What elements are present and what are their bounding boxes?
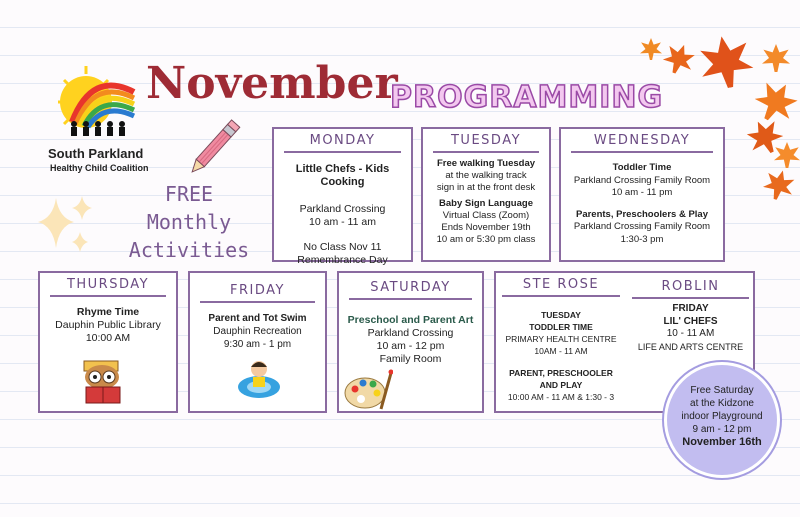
tuesday-card xyxy=(421,127,551,262)
paint-palette-icon xyxy=(343,369,393,416)
program-day: FRIDAY xyxy=(672,303,709,314)
kidzone-line: at the Kidzone xyxy=(690,398,754,409)
leaf-icon xyxy=(696,32,756,92)
page-title: November xyxy=(146,58,398,109)
rainbow-logo xyxy=(52,62,136,142)
program-time: 10 am - 11 pm xyxy=(611,187,673,198)
program-detail: 10 am or 5:30 pm class xyxy=(436,234,536,245)
program-location: Dauphin Public Library xyxy=(55,319,161,331)
free-activities-text: FREE Monthly Activities xyxy=(128,182,250,262)
page-subtitle: PROGRAMMING xyxy=(390,80,664,115)
program-time: 1:30-3 pm xyxy=(620,233,664,245)
program-time: 10 am - 11 am xyxy=(309,216,376,228)
program-detail: sign in at the front desk xyxy=(436,182,536,193)
program-title: Little Chefs - Kids Cooking xyxy=(295,163,390,188)
day-header: MONDAY xyxy=(309,133,376,148)
day-header: THURSDAY xyxy=(66,277,150,292)
program-note: No Class Nov 11 xyxy=(303,241,382,253)
program-time: 9:30 am - 1 pm xyxy=(223,339,292,350)
program-time: 10AM - 11 AM xyxy=(534,346,588,356)
program-title: LIL' CHEFS xyxy=(663,315,718,327)
location-header-ste-rose: STE ROSE xyxy=(522,277,600,292)
program-title: PARENT, PRESCHOOLER xyxy=(509,368,613,378)
kidzone-line: indoor Playground xyxy=(681,411,763,422)
program-detail: Virtual Class (Zoom) xyxy=(442,210,530,221)
org-name: South Parkland xyxy=(48,146,144,161)
program-location: Parkland Crossing xyxy=(367,327,454,339)
leaf-icon xyxy=(749,75,800,130)
divider xyxy=(632,297,749,299)
program-title: Parent and Tot Swim xyxy=(208,313,307,324)
program-location: Parkland Crossing Family Room xyxy=(573,174,711,186)
saturday-card xyxy=(337,271,484,413)
reading-owl-icon xyxy=(80,353,128,412)
sparkle-icon xyxy=(36,192,106,263)
kidzone-badge xyxy=(664,362,780,478)
thursday-card xyxy=(38,271,178,413)
day-header: SATURDAY xyxy=(370,280,451,295)
location-header-roblin: ROBLIN xyxy=(661,279,720,294)
program-title: Rhyme Time xyxy=(76,306,140,318)
program-title: Baby Sign Language xyxy=(439,198,533,209)
leaf-icon xyxy=(774,142,800,168)
program-time: 10 am - 12 pm xyxy=(376,340,445,352)
friday-card xyxy=(188,271,327,413)
kidzone-time: 9 am - 12 pm xyxy=(692,424,752,435)
program-title: TODDLER TIME xyxy=(529,322,593,332)
program-title: Parents, Preschoolers & Play xyxy=(575,208,708,220)
program-location: Dauphin Recreation xyxy=(213,326,302,337)
program-location: Parkland Crossing xyxy=(299,203,386,215)
divider xyxy=(502,295,620,297)
program-title: Toddler Time xyxy=(612,162,672,173)
program-day: TUESDAY xyxy=(541,310,581,320)
program-detail: Ends November 19th xyxy=(441,222,531,233)
kidzone-line: Free Saturday xyxy=(690,385,754,396)
program-title: AND PLAY xyxy=(539,380,583,390)
program-location: PRIMARY HEALTH CENTRE xyxy=(505,334,617,344)
kidzone-date: November 16th xyxy=(682,436,762,448)
leaf-icon xyxy=(660,40,698,78)
leaf-icon xyxy=(640,38,662,60)
program-location: Parkland Crossing Family Room xyxy=(573,221,711,232)
program-title: Free walking Tuesday xyxy=(436,158,536,169)
program-detail: at the walking track xyxy=(445,170,527,181)
pencil-icon xyxy=(186,112,250,181)
day-header: FRIDAY xyxy=(230,283,285,298)
program-title: Preschool and Parent Art xyxy=(347,314,474,326)
program-note: Remembrance Day xyxy=(297,254,388,266)
monday-card xyxy=(272,127,413,266)
program-room: Family Room xyxy=(379,353,442,365)
program-time: 10:00 AM xyxy=(85,332,131,344)
org-subtitle: Healthy Child Coalition xyxy=(50,163,149,173)
swimming-child-icon xyxy=(236,357,282,406)
program-time: 10:00 AM - 11 AM & 1:30 - 3 xyxy=(507,392,615,402)
day-header: TUESDAY xyxy=(450,133,522,148)
program-time: 10 - 11 AM xyxy=(666,328,715,339)
program-location: LIFE AND ARTS CENTRE xyxy=(637,341,744,352)
wednesday-card xyxy=(559,127,725,262)
leaf-icon xyxy=(762,44,790,72)
leaf-icon xyxy=(761,167,798,204)
day-header: WEDNESDAY xyxy=(593,133,691,148)
